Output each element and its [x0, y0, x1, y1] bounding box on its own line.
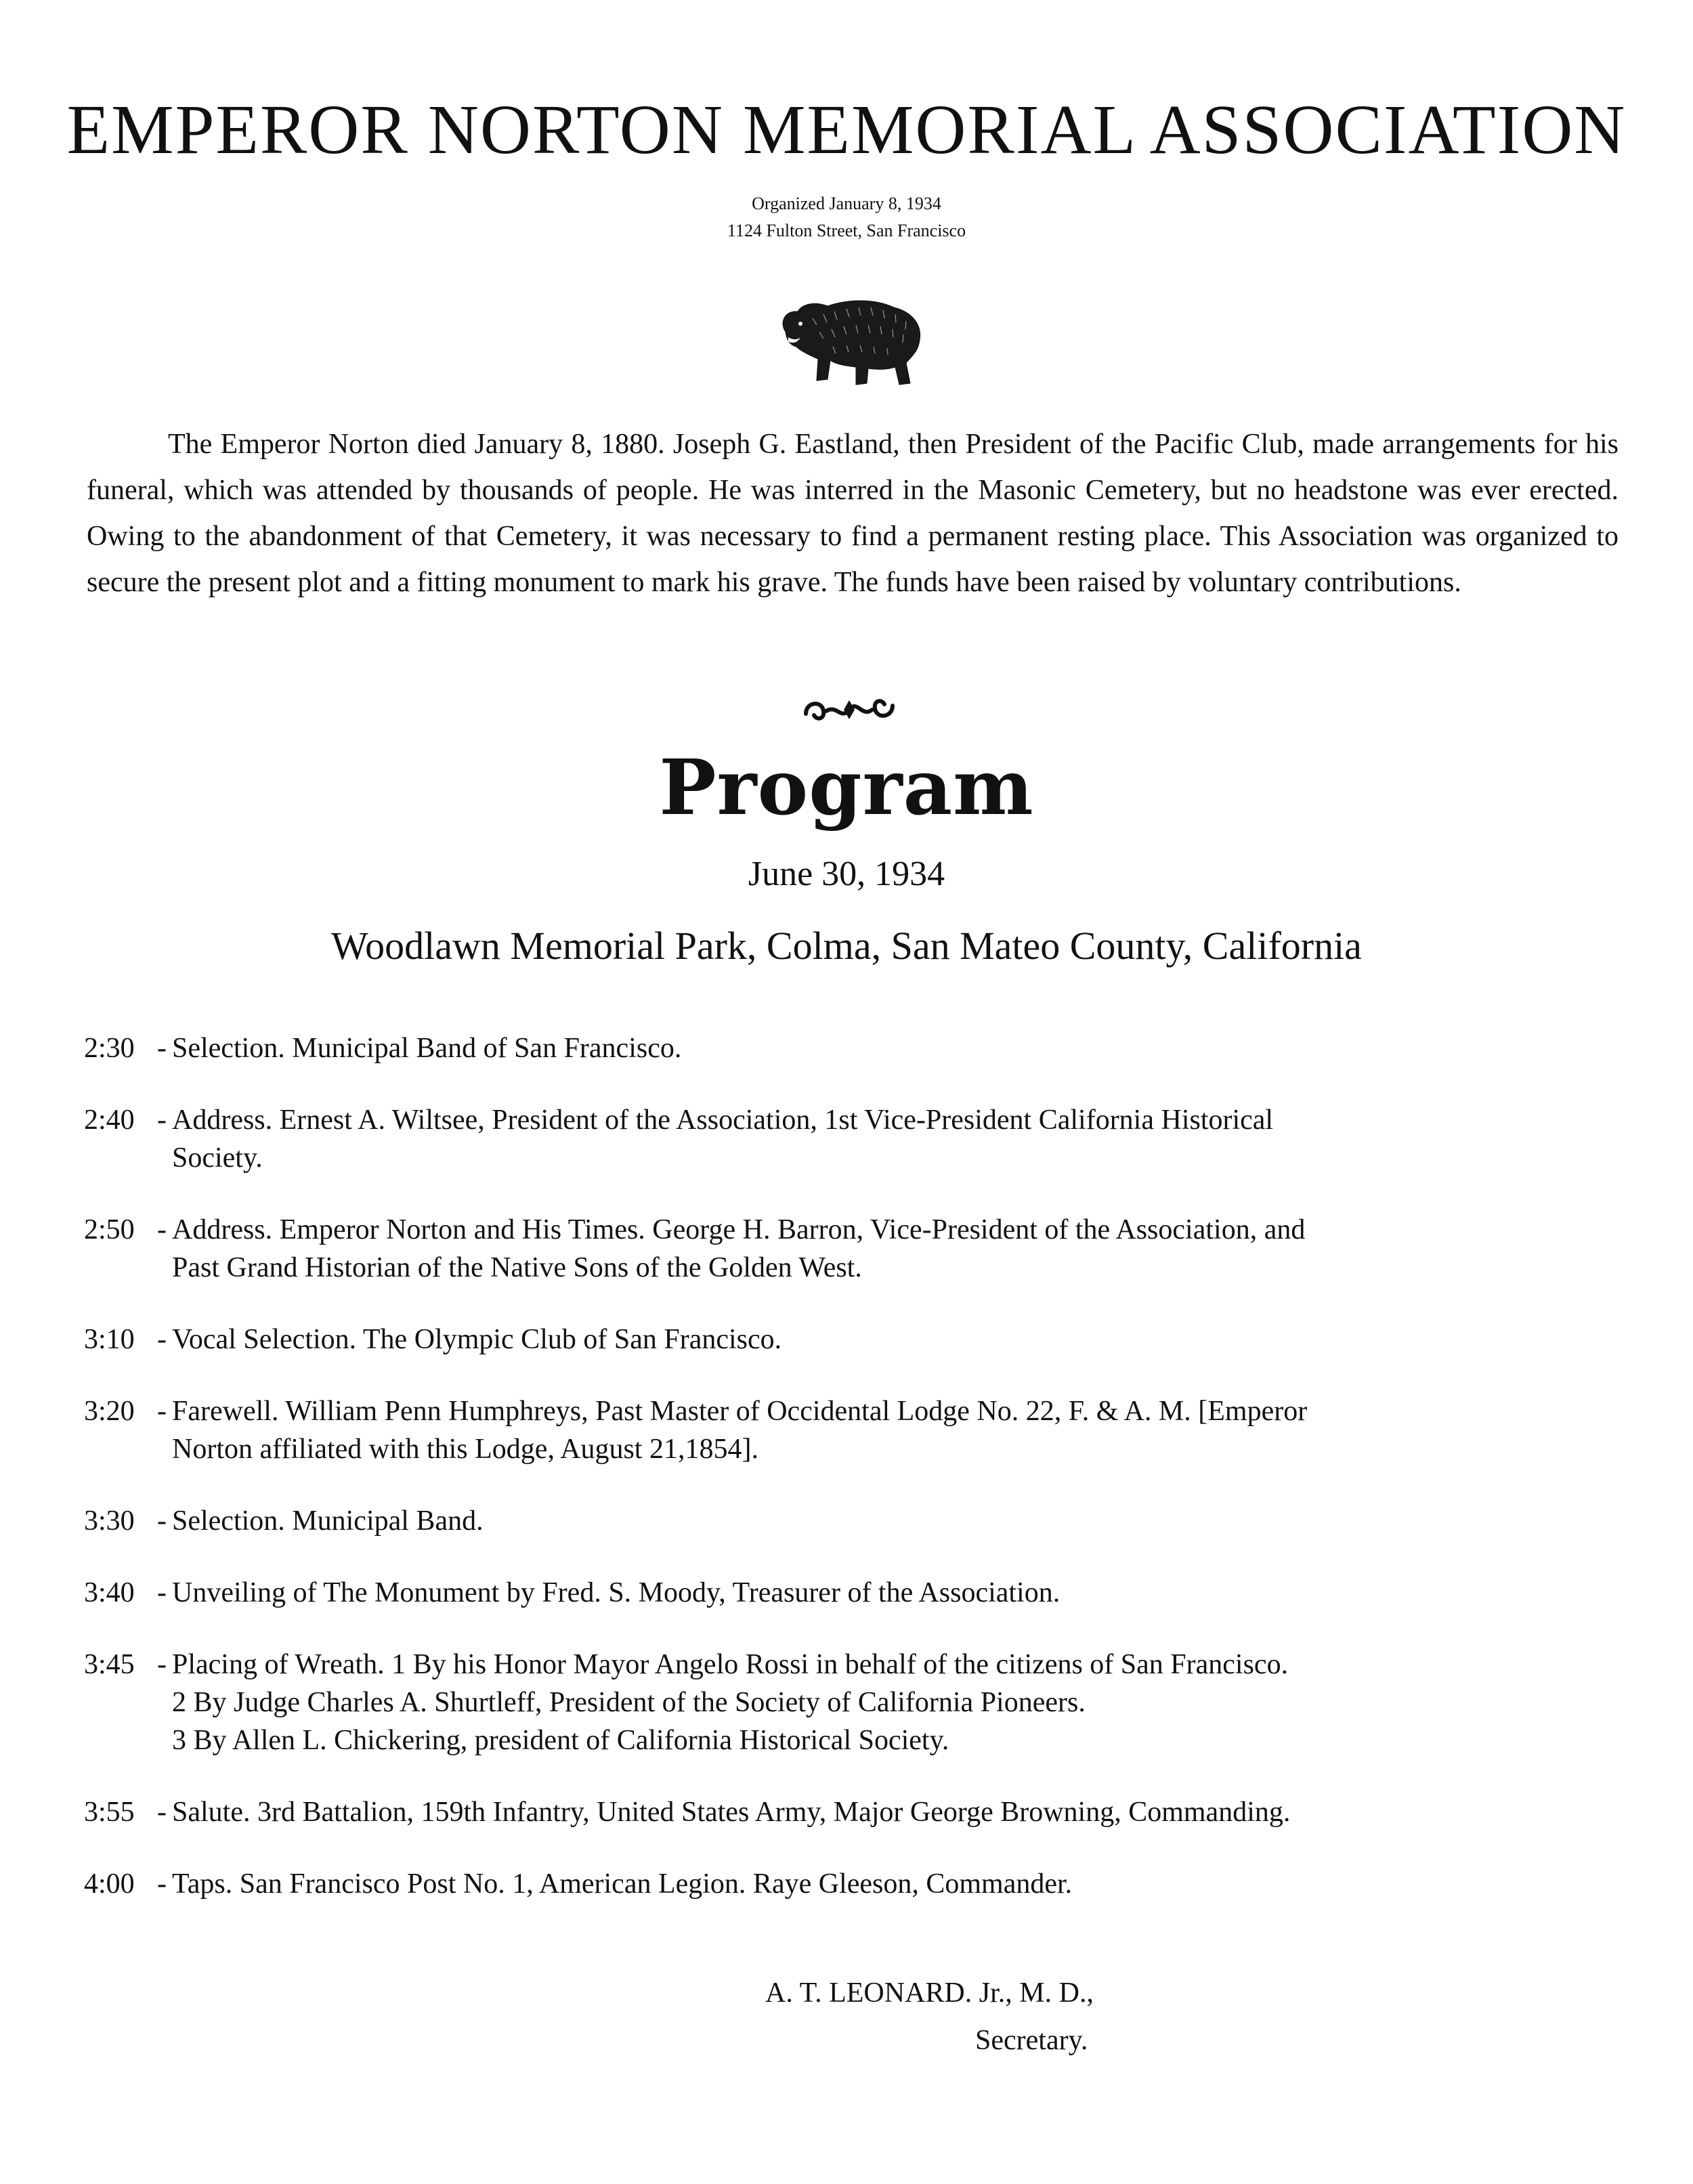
program-list [84, 1029, 1614, 1937]
program-item-separator: - [157, 1105, 167, 1136]
program-item-line: Taps. San Francisco Post No. 1, American Legion. Raye Gleeson, Commander. [172, 1868, 1073, 1900]
program-item [84, 1502, 1614, 1540]
ornament-icon [799, 691, 899, 729]
association-title: EMPEROR NORTON MEMORIAL ASSOCIATION [66, 91, 1627, 169]
program-item-time: 3:40 [84, 1577, 135, 1608]
program-item [84, 1574, 1614, 1612]
program-item-line: Society. [172, 1142, 263, 1174]
program-item-separator: - [157, 1649, 167, 1680]
program-item-line: Selection. Municipal Band. [172, 1505, 484, 1537]
program-item-time: 2:30 [84, 1033, 135, 1064]
program-item [84, 1101, 1614, 1177]
program-item-separator: - [157, 1033, 167, 1064]
program-item-line: Unveiling of The Monument by Fred. S. Moody, Treasurer of the Association. [172, 1577, 1060, 1608]
signature-name: A. T. LEONARD. Jr., M. D., [765, 1977, 1094, 2009]
program-item-line: 3 By Allen L. Chickering, president of California Historical Society. [172, 1725, 949, 1756]
organized-date: Organized January 8, 1934 [752, 194, 941, 213]
program-item-line: Vocal Selection. The Olympic Club of San Francisco. [172, 1324, 782, 1355]
program-item-separator: - [157, 1505, 167, 1537]
signature-title: Secretary. [975, 2025, 1088, 2056]
program-item [84, 1793, 1614, 1831]
program-item-separator: - [157, 1868, 167, 1900]
program-item-line: 2 By Judge Charles A. Shurtleff, President of the Society of California Pioneers. [172, 1687, 1086, 1718]
program-item [84, 1029, 1614, 1067]
program-item-time: 2:40 [84, 1105, 135, 1136]
program-item-time: 3:10 [84, 1324, 135, 1355]
program-item [84, 1392, 1614, 1468]
program-heading: Program [659, 744, 1034, 832]
program-item-separator: - [157, 1214, 167, 1245]
program-item-line: Farewell. William Penn Humphreys, Past Master of Occidental Lodge No. 22, F. & A. M. [Emperor [172, 1396, 1308, 1427]
program-item-time: 4:00 [84, 1868, 135, 1900]
program-item-line: Placing of Wreath. 1 By his Honor Mayor Angelo Rossi in behalf of the citizens of San Francisco. [172, 1649, 1289, 1680]
program-item [84, 1865, 1614, 1903]
program-item-line: Norton affiliated with this Lodge, August 21,1854]. [172, 1434, 758, 1465]
program-item-separator: - [157, 1797, 167, 1828]
program-item-line: Selection. Municipal Band of San Francisco. [172, 1033, 682, 1064]
program-item-time: 3:45 [84, 1649, 135, 1680]
association-address: 1124 Fulton Street, San Francisco [727, 221, 966, 240]
bear-icon [765, 284, 935, 393]
program-item-time: 2:50 [84, 1214, 135, 1245]
program-item-line: Salute. 3rd Battalion, 159th Infantry, United States Army, Major George Browning, Commanding. [172, 1797, 1291, 1828]
program-item-line: Address. Emperor Norton and His Times. George H. Barron, Vice-President of the Association, and [172, 1214, 1306, 1245]
program-item [84, 1211, 1614, 1287]
program-item-time: 3:55 [84, 1797, 135, 1828]
intro-paragraph: The Emperor Norton died January 8, 1880. Joseph G. Eastland, then President of the Pacific Club, made arrangements for his funeral, which was attended by thousands of people. He was interred in the Masonic Cemetery, but no headstone was ever erected. Owing to the abandonment of that Cemetery, it was necessary to find a permanent resting place. This Association was organized to secure the present plot and a fitting monument to mark his grave. The funds have been raised by voluntary contributions. [87, 429, 1619, 598]
program-item-time: 3:20 [84, 1396, 135, 1427]
program-item-separator: - [157, 1396, 167, 1427]
program-item-time: 3:30 [84, 1505, 135, 1537]
program-date: June 30, 1934 [748, 855, 945, 893]
program-item-separator: - [157, 1577, 167, 1608]
program-item [84, 1646, 1614, 1759]
program-item [84, 1321, 1614, 1358]
program-item-line: Past Grand Historian of the Native Sons of the Golden West. [172, 1252, 862, 1283]
program-location: Woodlawn Memorial Park, Colma, San Mateo County, California [331, 924, 1362, 968]
program-item-separator: - [157, 1324, 167, 1355]
program-item-line: Address. Ernest A. Wiltsee, President of the Association, 1st Vice-President California Historical [172, 1105, 1274, 1136]
